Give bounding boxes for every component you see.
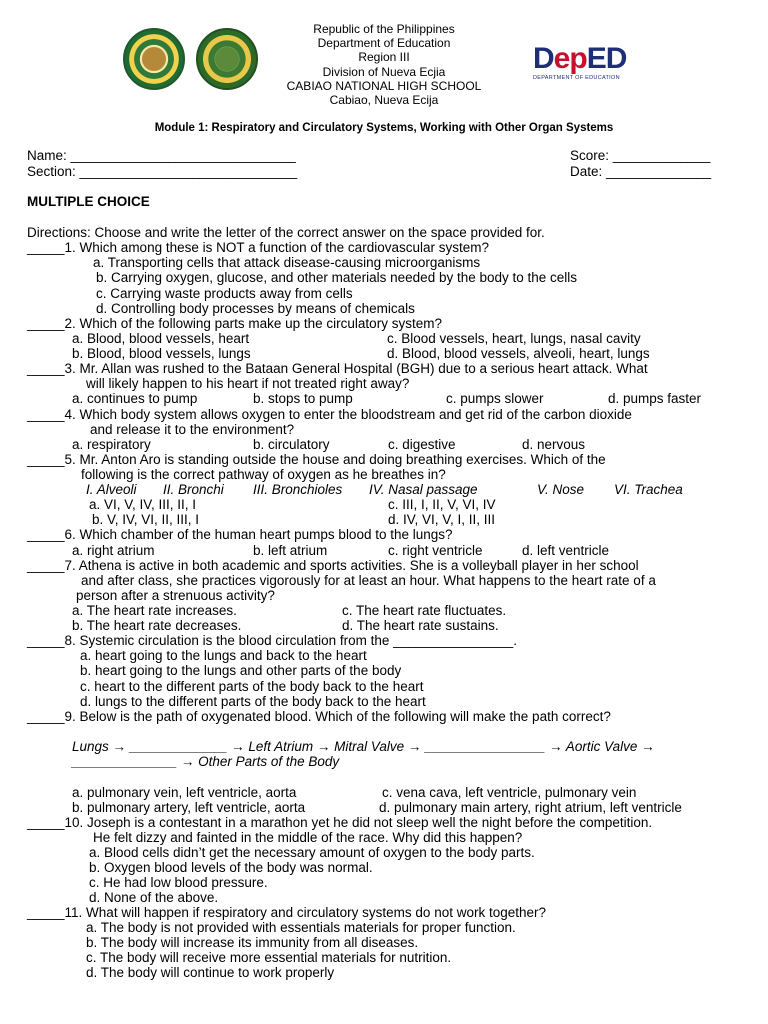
q9-choice-d: d. pulmonary main artery, right atrium, left ventricle bbox=[379, 800, 682, 815]
q4-choice-d: d. nervous bbox=[522, 437, 586, 452]
header-line: Region III bbox=[358, 50, 410, 65]
q11-choice-a: a. The body is not provided with essentials materials for proper function. bbox=[86, 920, 516, 935]
module-title: Module 1: Respiratory and Circulatory Systems, Working with Other Organ Systems bbox=[154, 122, 614, 134]
question-8: _____8. Systemic circulation is the blood circulation from the ________________. bbox=[27, 633, 518, 648]
q6-choice-b: b. left atrium bbox=[253, 543, 328, 558]
q2-choice-d: d. Blood, blood vessels, alveoli, heart, lungs bbox=[387, 346, 650, 361]
q1-choice-d: d. Controlling body processes by means of chemicals bbox=[96, 301, 415, 316]
q5-option-6: VI. Trachea bbox=[614, 482, 683, 497]
header-line: Division of Nueva Ecjia bbox=[322, 64, 446, 79]
name-field[interactable]: Name: ______________________________ bbox=[27, 148, 296, 163]
q1-choice-c: c. Carrying waste products away from cells bbox=[96, 286, 353, 301]
q3-choice-d: d. pumps faster bbox=[608, 391, 702, 406]
q9-choice-b: b. pulmonary artery, left ventricle, aorta bbox=[72, 800, 306, 815]
q7-choice-d: d. The heart rate sustains. bbox=[342, 618, 499, 633]
header-line: Republic of the Philippines bbox=[313, 22, 455, 36]
q5-choice-d: d. IV, VI, V, I, II, III bbox=[388, 512, 496, 527]
question-7: _____7. Athena is active in both academic and sports activities. She is a volleyball player in her school bbox=[27, 558, 639, 573]
header-line: Cabiao, Nueva Ecija bbox=[329, 93, 439, 108]
question-3-cont: will likely happen to his heart if not treated right away? bbox=[86, 376, 410, 391]
q7-choice-a: a. The heart rate increases. bbox=[72, 603, 237, 618]
q8-choice-c: c. heart to the different parts of the body back to the heart bbox=[80, 679, 424, 694]
header-line: Department of Education bbox=[317, 36, 451, 51]
question-7-cont2: person after a strenuous activity? bbox=[76, 588, 275, 603]
q1-choice-b: b. Carrying oxygen, glucose, and other materials needed by the body to the cells bbox=[96, 270, 578, 285]
q3-choice-c: c. pumps slower bbox=[446, 391, 544, 406]
q11-choice-b: b. The body will increase its immunity from all diseases. bbox=[86, 935, 419, 950]
q2-choice-c: c. Blood vessels, heart, lungs, nasal cavity bbox=[387, 331, 641, 346]
question-9: _____9. Below is the path of oxygenated blood. Which of the following will make the path correct? bbox=[27, 709, 611, 724]
q9-path-line-2: ______________ → Other Parts of the Body bbox=[72, 754, 340, 769]
q6-choice-a: a. right atrium bbox=[72, 543, 155, 558]
q5-option-4: IV. Nasal passage bbox=[369, 482, 478, 497]
q10-choice-d: d. None of the above. bbox=[89, 890, 219, 905]
deped-logo-sub: DEPARTMENT OF EDUCATION bbox=[533, 75, 620, 81]
q1-choice-a: a. Transporting cells that attack disease-causing microorganisms bbox=[93, 255, 481, 270]
q7-choice-c: c. The heart rate fluctuates. bbox=[342, 603, 507, 618]
q10-choice-c: c. He had low blood pressure. bbox=[89, 875, 268, 890]
question-5-cont: following is the correct pathway of oxygen as he breathes in? bbox=[81, 467, 446, 482]
q9-path-line-1: Lungs → _____________ → Left Atrium → Mitral Valve → ________________ → Aortic Valve → bbox=[72, 739, 655, 754]
q5-choice-a: a. VI, V, IV, III, II, I bbox=[89, 497, 197, 512]
q5-option-1: I. Alveoli bbox=[86, 482, 137, 497]
q11-choice-d: d. The body will continue to work properly bbox=[86, 965, 335, 980]
q7-choice-b: b. The heart rate decreases. bbox=[72, 618, 242, 633]
deped-logo: DepED DEPARTMENT OF EDUCATION bbox=[533, 44, 643, 84]
section-field[interactable]: Section: _____________________________ bbox=[27, 164, 298, 179]
section-heading: MULTIPLE CHOICE bbox=[27, 194, 150, 209]
question-1: _____1. Which among these is NOT a function of the cardiovascular system? bbox=[27, 240, 489, 255]
q4-choice-b: b. circulatory bbox=[253, 437, 330, 452]
q4-choice-a: a. respiratory bbox=[72, 437, 151, 452]
score-field[interactable]: Score: _____________ bbox=[570, 148, 711, 163]
q5-choice-c: c. III, I, II, V, VI, IV bbox=[388, 497, 496, 512]
question-7-cont: and after class, she practices vigorously for at least an hour. What happens to the heart rate of a bbox=[81, 573, 656, 588]
q11-choice-c: c. The body will receive more essential materials for nutrition. bbox=[86, 950, 452, 965]
question-4-cont: and release it to the environment? bbox=[90, 422, 295, 437]
question-2: _____2. Which of the following parts make up the circulatory system? bbox=[27, 316, 442, 331]
q3-choice-b: b. stops to pump bbox=[253, 391, 353, 406]
q8-choice-a: a. heart going to the lungs and back to the heart bbox=[80, 648, 367, 663]
q8-choice-b: b. heart going to the lungs and other parts of the body bbox=[80, 663, 402, 678]
header-line: CABIAO NATIONAL HIGH SCHOOL bbox=[286, 78, 482, 93]
question-10-cont: He felt dizzy and fainted in the middle of the race. Why did this happen? bbox=[93, 830, 523, 845]
directions: Directions: Choose and write the letter of the correct answer on the space provided for. bbox=[27, 225, 545, 240]
question-3: _____3. Mr. Allan was rushed to the Bataan General Hospital (BGH) due to a serious heart attack. What bbox=[27, 361, 648, 376]
date-field[interactable]: Date: ______________ bbox=[570, 164, 712, 179]
q5-option-3: III. Bronchioles bbox=[253, 482, 343, 497]
q8-choice-d: d. lungs to the different parts of the body back to the heart bbox=[80, 694, 426, 709]
q2-choice-b: b. Blood, blood vessels, lungs bbox=[72, 346, 251, 361]
question-10: _____10. Joseph is a contestant in a marathon yet he did not sleep well the night before the competition. bbox=[27, 815, 653, 830]
q5-option-2: II. Bronchi bbox=[163, 482, 224, 497]
q6-choice-d: d. left ventricle bbox=[522, 543, 610, 558]
q9-choice-a: a. pulmonary vein, left ventricle, aorta bbox=[72, 785, 297, 800]
school-header bbox=[0, 22, 768, 107]
q9-choice-c: c. vena cava, left ventricle, pulmonary vein bbox=[382, 785, 637, 800]
question-5: _____5. Mr. Anton Aro is standing outside the house and doing breathing exercises. Which of the bbox=[27, 452, 606, 467]
q4-choice-c: c. digestive bbox=[388, 437, 456, 452]
question-4: _____4. Which body system allows oxygen to enter the bloodstream and get rid of the carbon dioxide bbox=[27, 407, 632, 422]
q3-choice-a: a. continues to pump bbox=[72, 391, 198, 406]
q5-option-5: V. Nose bbox=[537, 482, 585, 497]
q5-choice-b: b. V, IV, VI, II, III, I bbox=[92, 512, 200, 527]
q6-choice-c: c. right ventricle bbox=[388, 543, 483, 558]
q10-choice-a: a. Blood cells didn’t get the necessary amount of oxygen to the body parts. bbox=[89, 845, 535, 860]
question-11: _____11. What will happen if respiratory and circulatory systems do not work together? bbox=[27, 905, 547, 920]
q2-choice-a: a. Blood, blood vessels, heart bbox=[72, 331, 250, 346]
q10-choice-b: b. Oxygen blood levels of the body was normal. bbox=[89, 860, 373, 875]
question-6: _____6. Which chamber of the human heart pumps blood to the lungs? bbox=[27, 527, 453, 542]
